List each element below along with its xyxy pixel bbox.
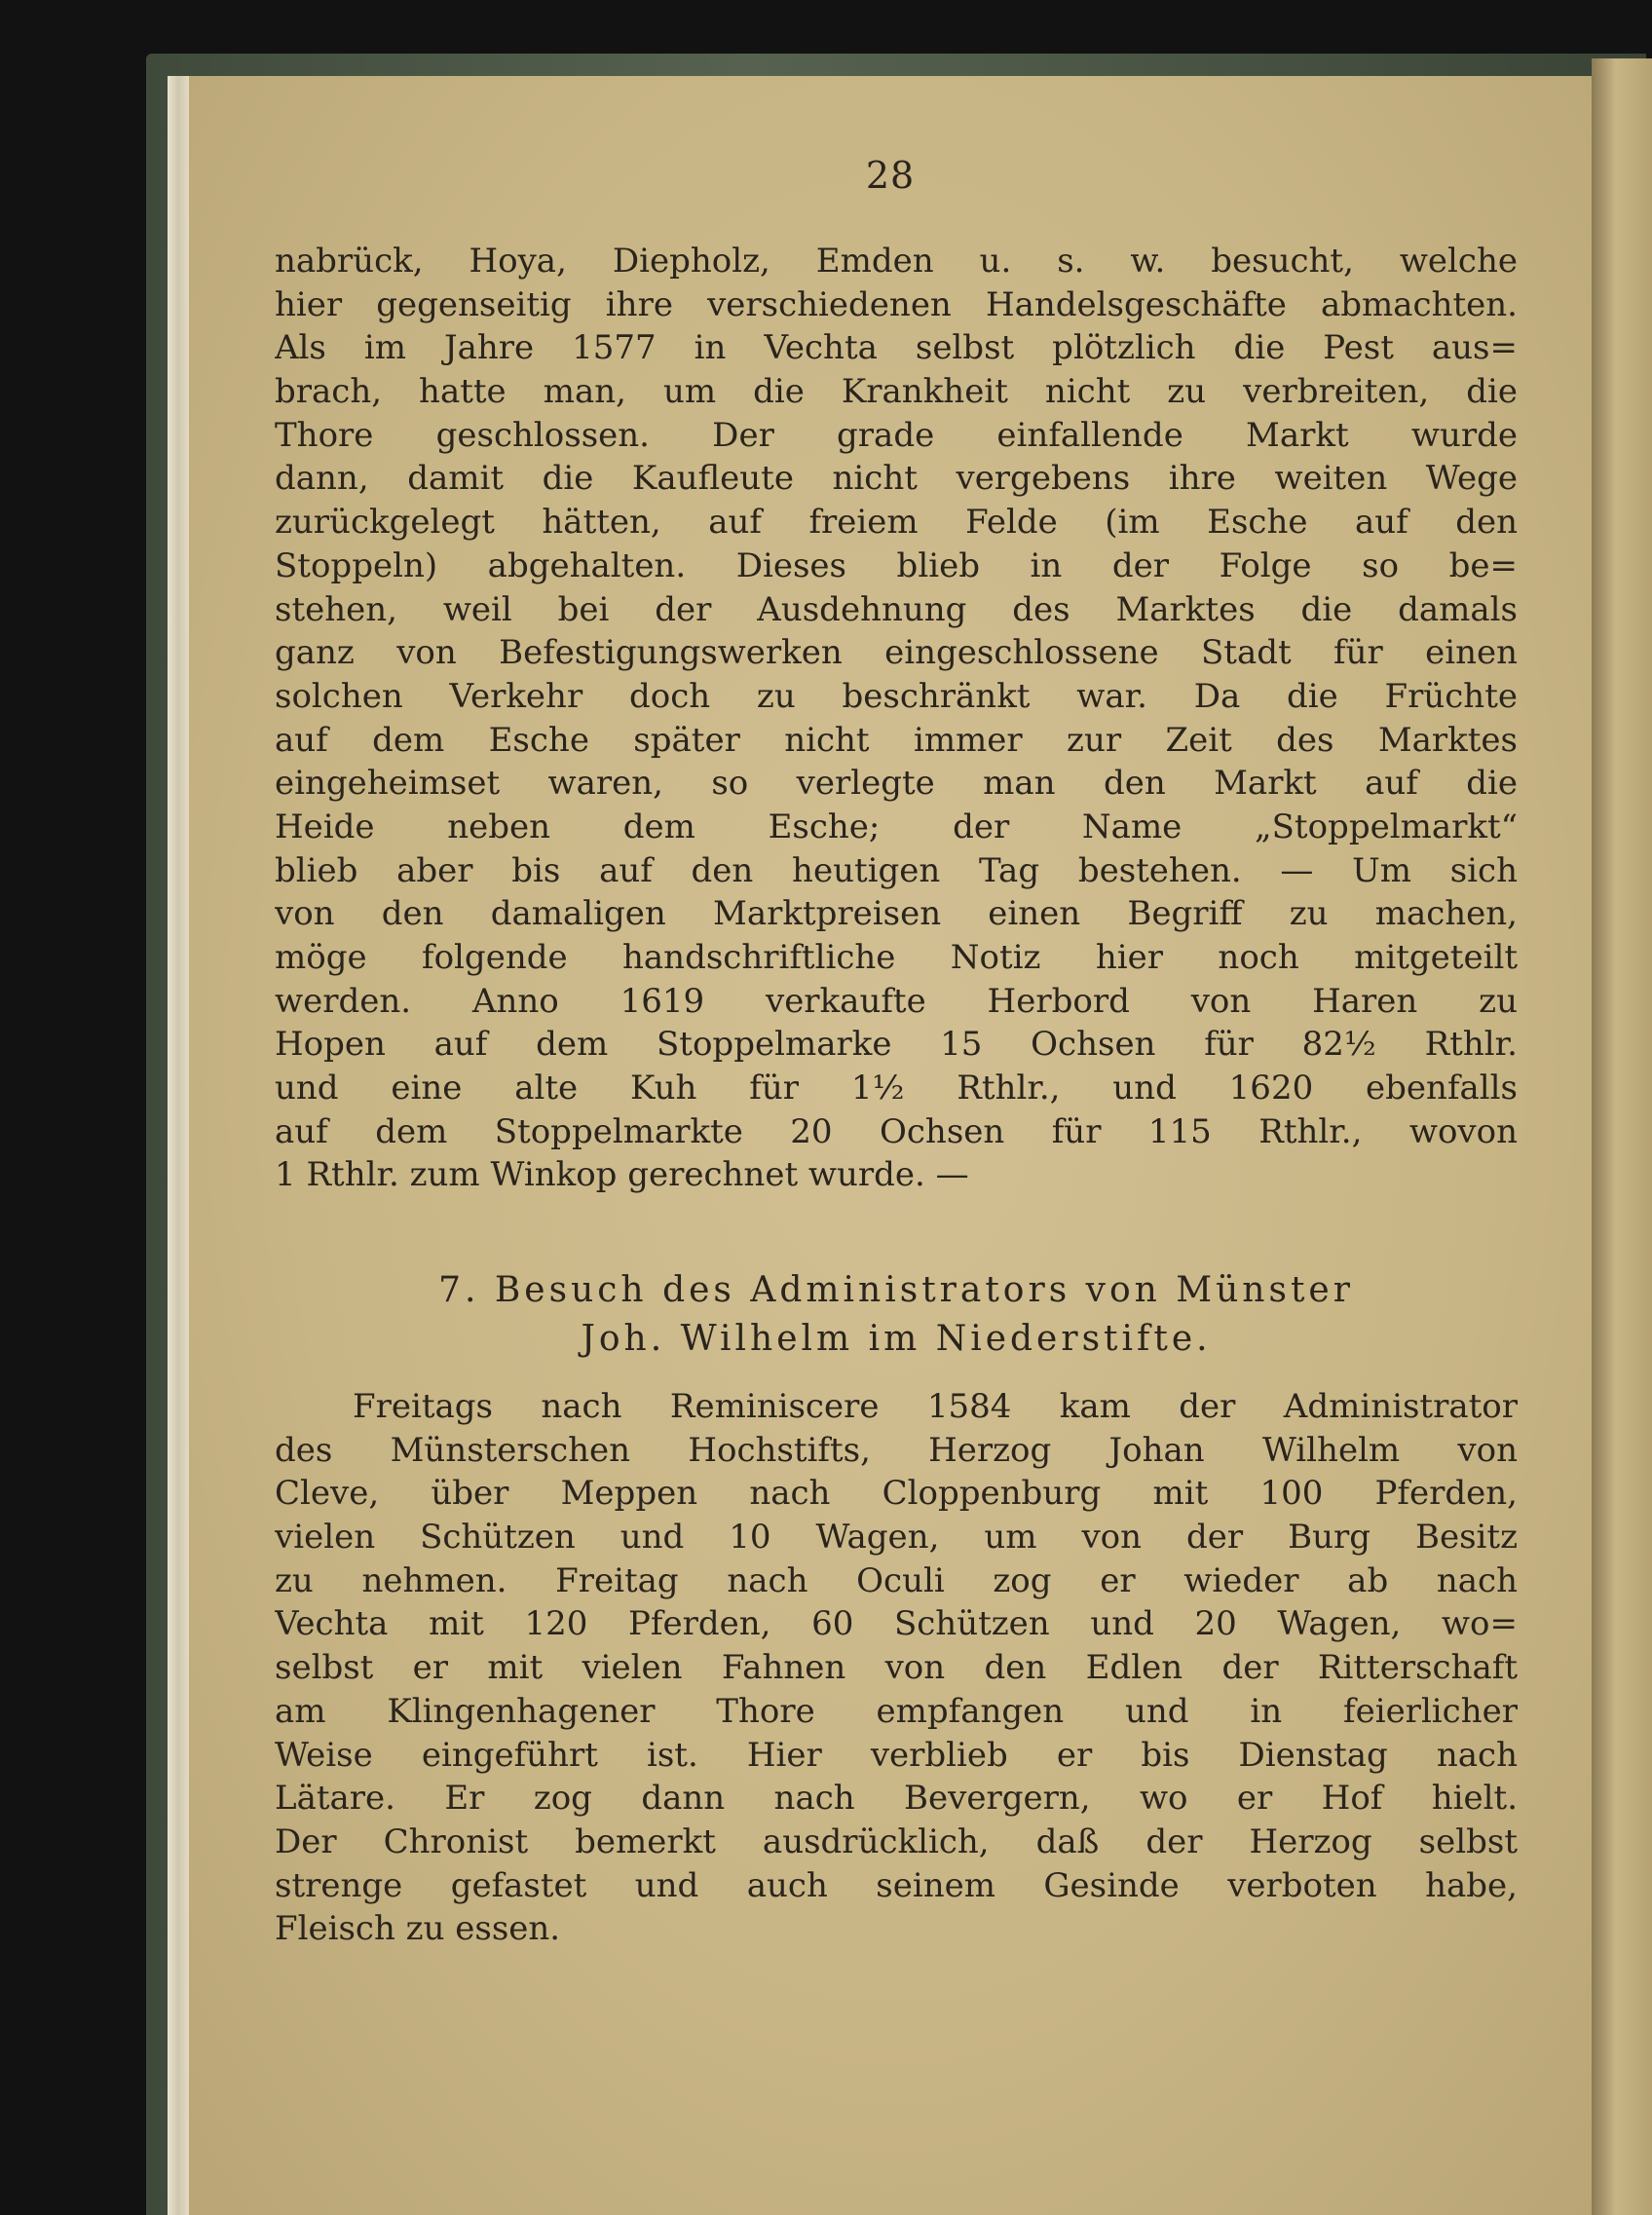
text-line: hier gegenseitig ihre verschiedenen Handelsgeschäfte abmachten. [275,284,1518,324]
text-line: Vechta mit 120 Pferden, 60 Schützen und 20 Wagen, wo= [275,1604,1518,1644]
heading-line-1: 7. Besuch des Administrators von Münster [438,1270,1354,1310]
text-line: Weise eingeführt ist. Hier verblieb er bis Dienstag nach [275,1735,1518,1775]
text-line: möge folgende handschriftliche Notiz hier noch mitgeteilt [275,938,1518,977]
text-line: auf dem Stoppelmarkte 20 Ochsen für 115 Rthlr., wovon [275,1111,1518,1151]
paragraph-administrator-visit [275,1385,1518,1951]
text-line: 1 Rthlr. zum Winkop gerechnet wurde. — [275,1155,969,1195]
text-line: brach, hatte man, um die Krankheit nicht zu verbreiten, die [275,372,1518,412]
section-heading [275,1266,1518,1364]
text-line: und eine alte Kuh für 1½ Rthlr., und 1620 ebenfalls [275,1069,1518,1108]
text-line: ganz von Befestigungswerken eingeschlossene Stadt für einen [275,633,1518,673]
text-line: solchen Verkehr doch zu beschränkt war. Da die Früchte [275,676,1518,716]
text-line: Der Chronist bemerkt ausdrücklich, daß der Herzog selbst [275,1821,1518,1861]
text-line: nabrück, Hoya, Diepholz, Emden u. s. w. besucht, welche [275,242,1518,281]
text-line: Lätare. Er zog dann nach Bevergern, wo er Hof hielt. [275,1779,1518,1819]
text-line: selbst er mit vielen Fahnen von den Edlen der Ritterschaft [275,1648,1518,1688]
heading-line-2: Joh. Wilhelm im Niederstifte. [581,1319,1212,1359]
text-line: am Klingenhagener Thore empfangen und in feierlicher [275,1691,1518,1731]
text-line: zu nehmen. Freitag nach Oculi zog er wieder ab nach [275,1560,1518,1600]
text-line: Als im Jahre 1577 in Vechta selbst plötzlich die Pest aus= [275,328,1518,368]
text-line: zurückgelegt hätten, auf freiem Felde (im Esche auf den [275,503,1518,543]
text-line: Heide neben dem Esche; der Name „Stoppelmarkt“ [275,807,1518,846]
page-stack-edge [168,76,189,2215]
page-number: 28 [865,154,916,197]
text-line: strenge gefastet und auch seinem Gesinde verboten habe, [275,1865,1518,1905]
text-line: des Münsterschen Hochstifts, Herzog Johan Wilhelm von [275,1430,1518,1470]
text-line: Thore geschlossen. Der grade einfallende Markt wurde [275,415,1518,455]
text-line: blieb aber bis auf den heutigen Tag bestehen. — Um sich [275,850,1518,890]
text-line: vielen Schützen und 10 Wagen, um von der Burg Besitz [275,1518,1518,1558]
text-line: auf dem Esche später nicht immer zur Zeit des Marktes [275,720,1518,760]
text-line: werden. Anno 1619 verkaufte Herbord von Haren zu [275,981,1518,1021]
paragraph-stoppelmarkt [275,240,1518,1197]
text-line: Cleve, über Meppen nach Cloppenburg mit 100 Pferden, [275,1474,1518,1514]
text-line: von den damaligen Marktpreisen einen Begriff zu machen, [275,894,1518,934]
text-line: eingeheimset waren, so verlegte man den Markt auf die [275,764,1518,804]
book-gutter [1592,58,1652,2215]
text-line: Fleisch zu essen. [275,1909,561,1949]
text-line: Stoppeln) abgehalten. Dieses blieb in der Folge so be= [275,545,1518,585]
text-line: Hopen auf dem Stoppelmarke 15 Ochsen für 82½ Rthlr. [275,1025,1518,1065]
text-line: dann, damit die Kaufleute nicht vergebens ihre weiten Wege [275,459,1518,499]
text-line: Freitags nach Reminiscere 1584 kam der Administrator [353,1387,1518,1426]
text-line: stehen, weil bei der Ausdehnung des Marktes die damals [275,589,1518,629]
